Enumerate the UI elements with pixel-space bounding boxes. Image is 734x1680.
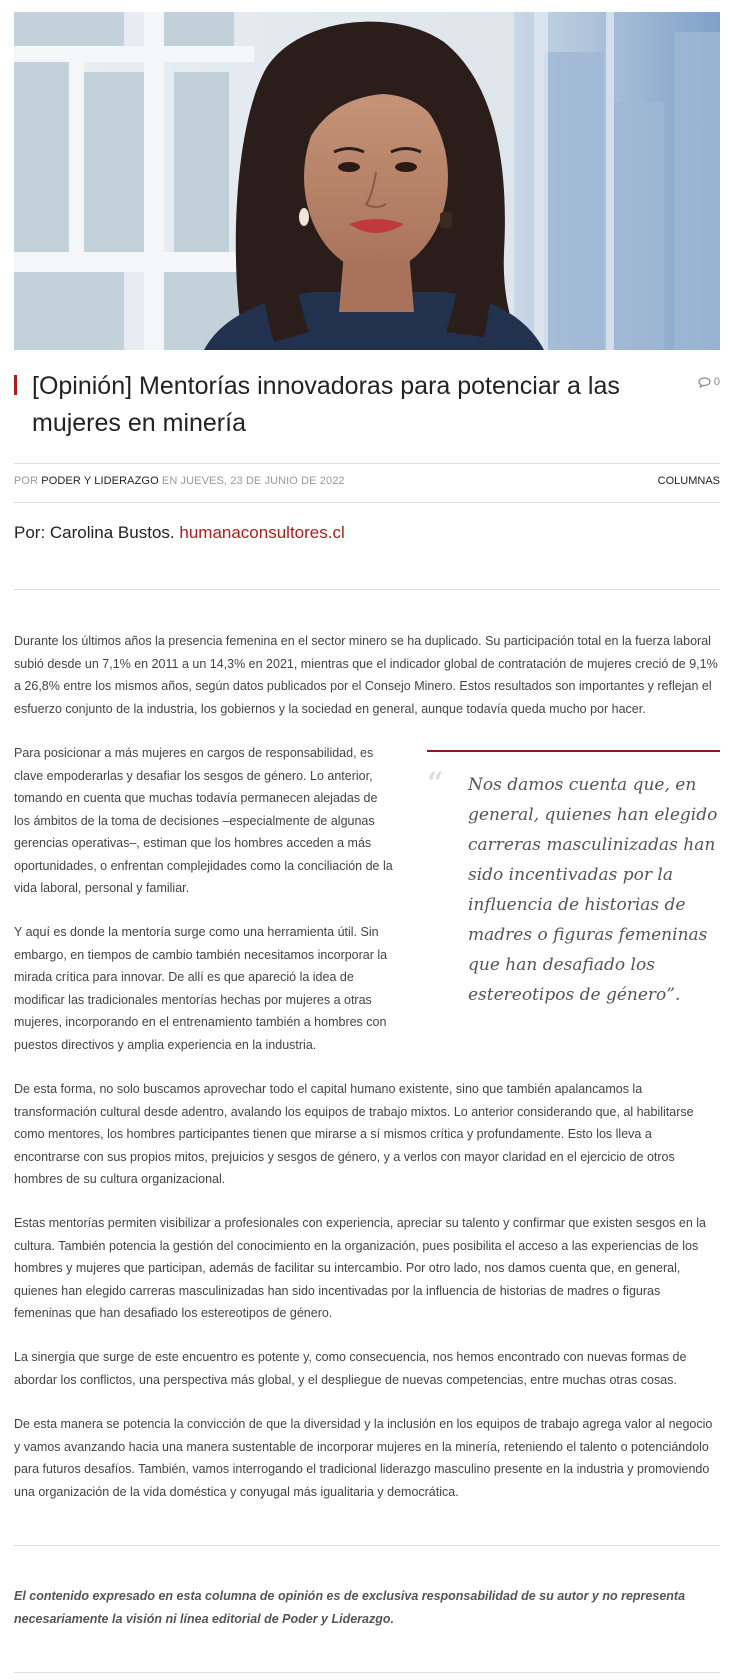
byline-label: Por: Carolina Bustos.: [14, 523, 175, 542]
comments-link[interactable]: [698, 376, 720, 388]
hero-photo-illustration: [14, 12, 720, 350]
byline-divider: [14, 589, 720, 590]
opening-quote-icon: “: [426, 765, 444, 805]
disclaimer-top-divider: [14, 1545, 720, 1546]
article-title: [Opinión] Mentorías innovadoras para potenciar a las mujeres en minería: [32, 372, 620, 437]
article-meta: [14, 475, 345, 487]
meta-by-prefix: POR: [14, 475, 39, 487]
comments-count: 0: [713, 376, 720, 388]
author-link[interactable]: PODER Y LIDERAZGO: [41, 475, 159, 487]
meta-bottom-divider: [14, 502, 720, 503]
publish-date: JUEVES, 23 DE JUNIO DE 2022: [180, 475, 345, 487]
pull-quote-rule: [427, 750, 720, 752]
body-paragraph: De esta forma, no solo buscamos aprovechar todo el capital humano existente, sino que también apalancamos la transformación cultural desde adentro, avalando los equipos de trabajo mixtos. Lo anterior considerando que, al habilitarse como mentores, los hombres participantes tienen que mirarse a sí mismos crítica y profundamente. Esto los lleva a encontrarse con sus propios mitos, prejuicios y sesgos de género, y a verlos con mayor claridad en el ejercicio de otros hombres de su cultura organizacional.: [14, 1082, 694, 1186]
body-paragraph: La sinergia que surge de este encuentro es potente y, como consecuencia, nos hemos encontrado con nuevas formas de abordar los conflictos, una perspectiva más global, y el despliegue de nuevas competencias, entre muchas otras cosas.: [14, 1350, 687, 1387]
hero-image: [14, 12, 720, 350]
body-paragraph: Durante los últimos años la presencia femenina en el sector minero se ha duplicado. Su participación total en la fuerza laboral subió desde un 7,1% en 2011 a un 14,3% en 2021, mientras que el indicador global de contratación de mujeres creció de 9,1% a 26,8% entre los mismos años, según datos publicados por el Consejo Minero. Estos resultados son importantes y reflejan el esfuerzo conjunto de la industria, los gobiernos y la sociedad en general, aunque todavía queda mucho por hacer.: [14, 634, 718, 716]
body-paragraph: De esta manera se potencia la convicción de que la diversidad y la inclusión en los equipos de trabajo agrega valor al negocio y vamos avanzando hacia una manera sustentable de incorporar mujeres en la minería, reteniendo el talento o potenciándolo para futuros desafíos. También, vamos interrogando el tradicional liderazgo masculino presente en la industria y promoviendo una organización de la vida doméstica y conyugal más igualitaria y democrática.: [14, 1417, 713, 1499]
author-website-link[interactable]: humanaconsultores.cl: [179, 523, 345, 542]
opinion-disclaimer: El contenido expresado en esta columna de opinión es de exclusiva responsabilidad de su autor y no representa necesariamente la visión ni línea editorial de Poder y Liderazgo.: [14, 1589, 686, 1626]
body-paragraph: Y aquí es donde la mentoría surge como una herramienta útil. Sin embargo, en tiempos de cambio también necesitamos incorporar la mirada crítica para innovar. De allí es que apareció la idea de modificar las tradicionales mentorías hechas por mujeres a otras mujeres, incorporando en el entrenamiento también a hombres con puestos directivos y amplia experiencia en la industria.: [14, 925, 388, 1052]
body-paragraph: Para posicionar a más mujeres en cargos de responsabilidad, es clave empoderarlas y desafiar los sesgos de género. Lo anterior, tomando en cuenta que muchas todavía permanecen alejadas de los ámbitos de la toma de decisiones –especialmente de algunas gerencias operativas–, estiman que los hombres acceden a más oportunidades, o enfrentan complejidades como la conciliación de la vida laboral, personal y familiar.: [14, 746, 393, 895]
meta-date-prefix: EN: [161, 475, 178, 487]
meta-top-divider: [14, 463, 720, 464]
disclaimer-bottom-divider: [14, 1672, 720, 1673]
body-paragraph: Estas mentorías permiten visibilizar a profesionales con experiencia, apreciar su talento y confirmar que existen sesgos en la cultura. También potencia la gestión del conocimiento en la organización, pues posibilita el acceso a las experiencias de los hombres y mujeres que participan, además de facilitar su intercambio. Por otro lado, nos damos cuenta que, en general, quienes han elegido carreras masculinizadas han sido incentivadas por la influencia de historias de madres o figuras femeninas que han desafiado los estereotipos de género.: [14, 1216, 707, 1320]
title-accent-bar: [14, 375, 17, 395]
speech-bubble-icon: [698, 377, 711, 388]
pull-quote: Nos damos cuenta que, en general, quienes han elegido carreras masculinizadas han sido incentivadas por la influencia de historias de madres o figuras femeninas que han desafiado los estereotipos de género”.: [468, 775, 718, 1005]
byline: [14, 523, 345, 543]
category-link[interactable]: COLUMNAS: [657, 475, 720, 487]
